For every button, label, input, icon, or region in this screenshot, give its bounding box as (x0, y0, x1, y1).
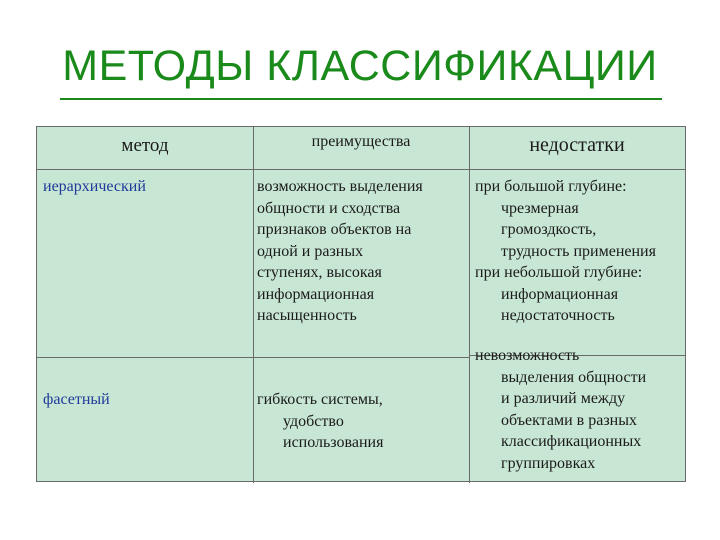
text-line: удобство (283, 412, 344, 430)
text-line: использования (283, 434, 384, 451)
text-line: чрезмерная (501, 199, 579, 217)
disadvantages-hierarchical (475, 176, 685, 327)
text-line: возможность выделения (257, 178, 423, 195)
header-divider (37, 169, 685, 170)
text-line: общности и сходства (257, 199, 401, 217)
classification-table (36, 126, 686, 482)
text-line: объектами в разных (501, 411, 637, 429)
text-line: выделения общности (501, 368, 647, 386)
text-line: и различий между (501, 390, 626, 407)
row-divider (37, 357, 253, 358)
method-hierarchical: иерархический (43, 178, 146, 195)
row-divider (253, 357, 469, 358)
text-line: информационная (501, 285, 619, 303)
text-line: громоздкость, (501, 221, 597, 238)
text-line: классификационных (501, 433, 642, 450)
text-line: трудность применения (501, 242, 656, 260)
text-line: признаков объектов на (257, 221, 412, 238)
text-line: невозможность (475, 347, 580, 364)
method-faceted: фасетный (43, 391, 110, 408)
page-title: МЕТОДЫ КЛАССИФИКАЦИИ (62, 42, 658, 90)
text-line: насыщенность (257, 307, 357, 324)
text-line: ступенях, высокая (257, 264, 382, 281)
header-advantages: преимущества (311, 133, 411, 150)
header-disadvantages: недостатки (529, 134, 625, 156)
disadvantages-faceted (475, 345, 685, 474)
text-line: информационная (257, 285, 375, 303)
text-line: гибкость системы, (257, 391, 383, 408)
header-method: метод (121, 135, 169, 156)
column-divider (253, 127, 254, 483)
text-line: при большой глубине: (475, 178, 627, 195)
text-line: недостаточность (501, 307, 615, 324)
title-underline (60, 98, 662, 100)
text-line: при небольшой глубине: (475, 264, 643, 281)
advantages-hierarchical (257, 176, 493, 327)
text-line: одной и разных (257, 242, 364, 260)
advantages-faceted (257, 389, 467, 454)
text-line: группировках (501, 454, 596, 472)
